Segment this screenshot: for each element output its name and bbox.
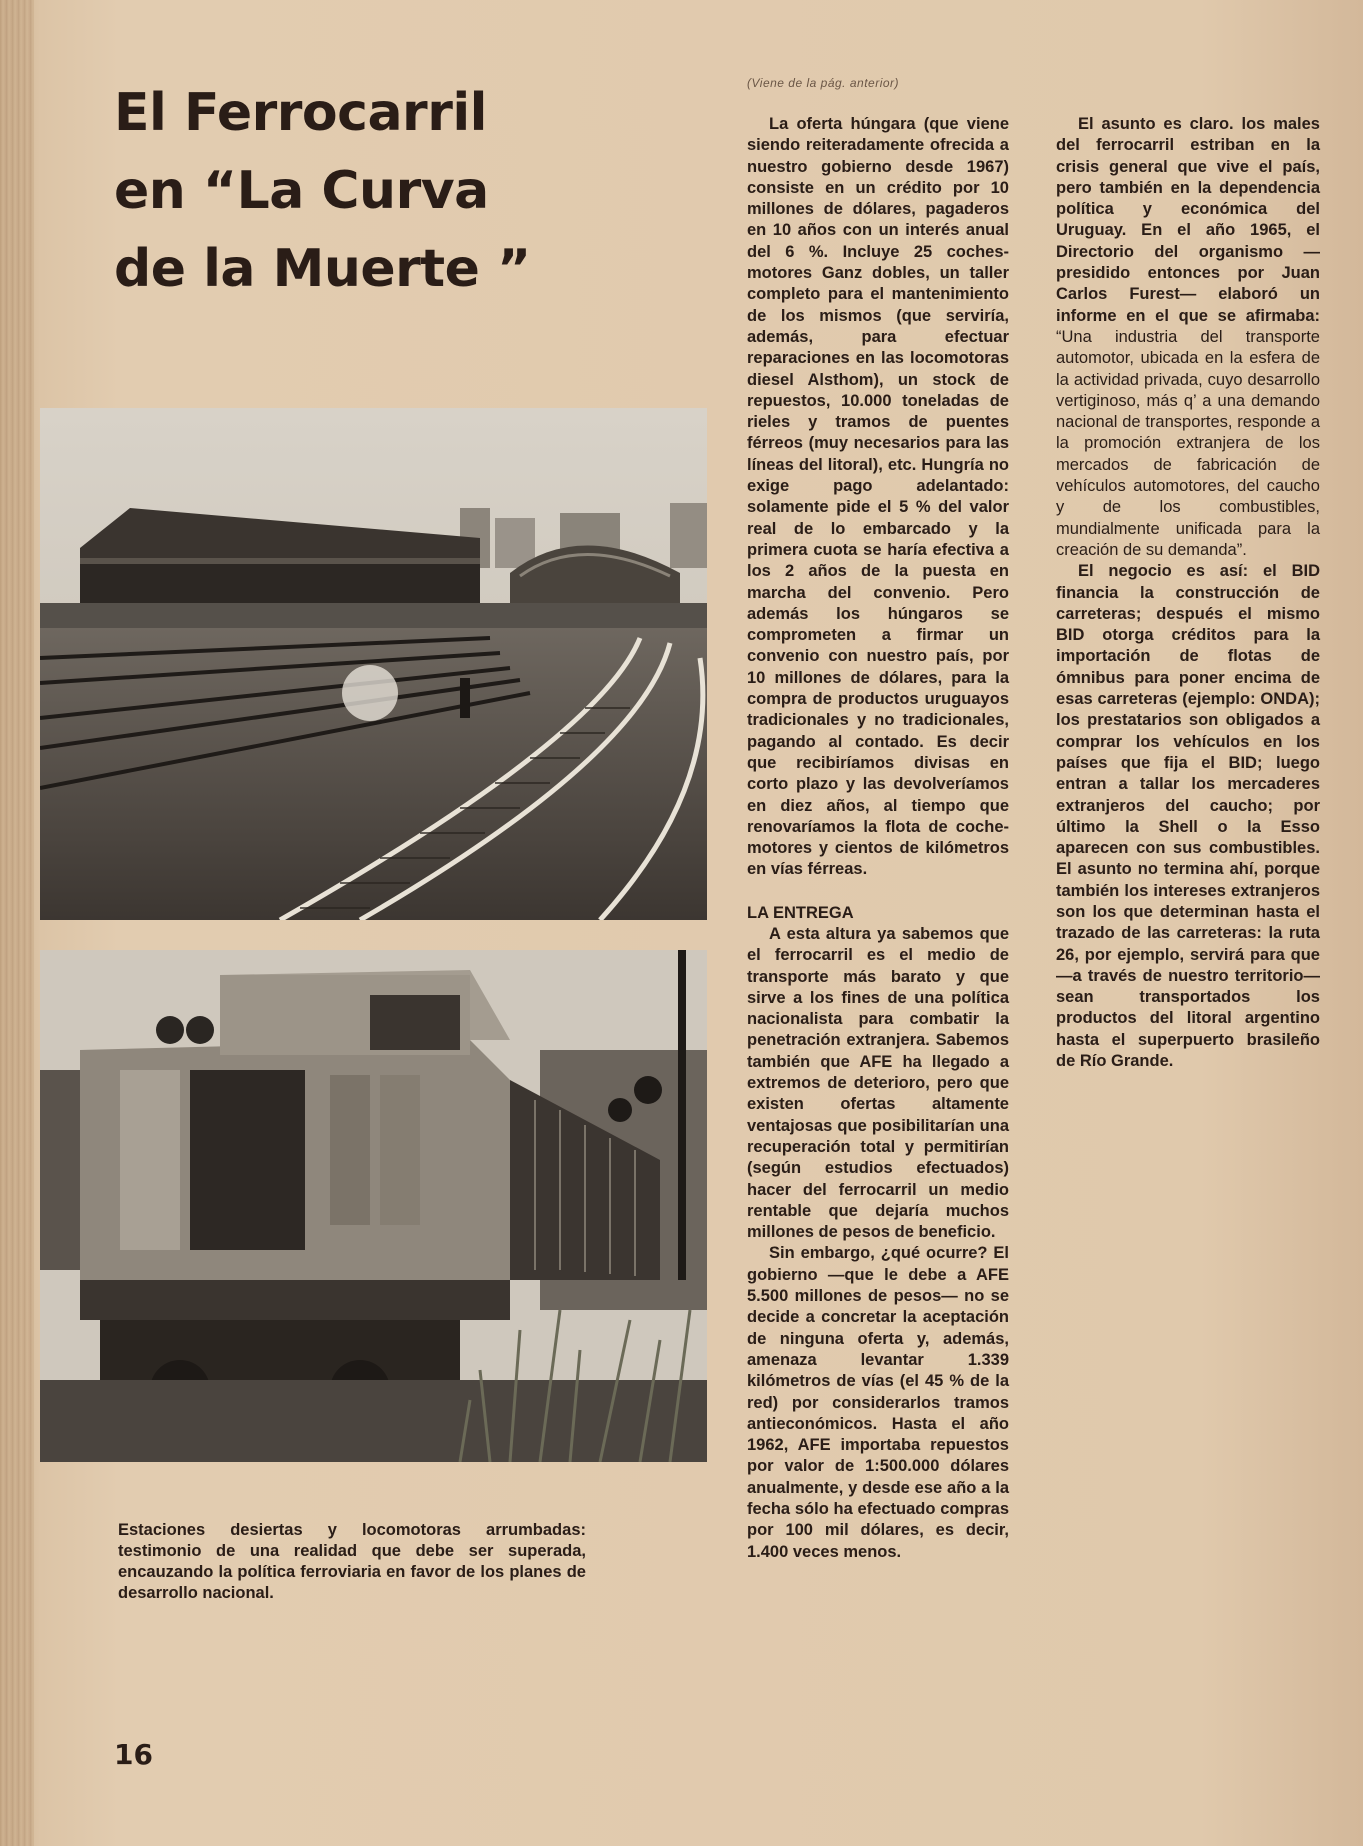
paragraph-hungarian-offer: La oferta húngara (que viene siendo reiteradamente ofrecida a nuestro gobierno desde 1967) consiste en un crédito por 10 millones de dólares, pagaderos en 10 años con un interés anual del 6 %. Incluye 25 coches-motores Ganz dobles, un taller completo para el mantenimiento de los mismos (que serviría, además, para efectuar reparaciones en las locomotoras diesel Alsthom), un stock de repuestos, 10.000 toneladas de rieles y tramos de puentes férreos (muy necesarios para las líneas del litoral), etc. Hungría no exige pago adelantado: solamente pide el 5 % del valor real de lo embarcado y la primera cuota se haría efectiva a los 2 años de la puesta en marcha del convenio. Pero además los húngaros se comprometen a firmar un convenio con nuestro país, por 10 millones de dólares, para la compra de productos uruguayos tradicionales y no tradicionales, pagando al contado. Es decir que recibiríamos divisas en corto plazo y las devolveríamos en diez años, al tiempo que renovaríamos la flota de coche-motores y cientos de kilómetros en vías férreas. — [747, 115, 1009, 879]
paragraph-railway-problems-intro: El asunto es claro. los males del ferrocarril estriban en la crisis general que vive el país, pero también en la dependencia política y económica del Uruguay. En el año 1965, el Directorio del organismo —presidido entonces por Juan Carlos Furest— elaboró un informe en el que se afirmaba: — [1056, 115, 1320, 325]
article-column-3 — [1056, 114, 1320, 1072]
page-number: 16 — [114, 1738, 153, 1771]
title-line-2: en “La Curva — [114, 161, 489, 221]
article-title — [114, 74, 584, 308]
paragraph-bid-business: El negocio es así: el BID financia la construcción de carreteras; después el mismo BID otorga créditos para la importación de flotas de ómnibus para poner encima de esas carreteras (ejemplo: ONDA); los prestatarios son obligados a comprar los vehículos en los países que fija el BID; luego entran a tallar los mercaderes extranjeros del caucho; por último la Shell o la Esso aparecen con sus combustibles. El asunto no termina ahí, porque también los intereses extranjeros son los que determinan hasta el trazado de las carreteras: la ruta 26, por ejemplo, servirá para que —a través de nuestro territorio— sean transportados los productos del litoral argentino hasta el superpuerto brasileño de Río Grande. — [1056, 562, 1320, 1071]
report-quote: “Una industria del transporte automotor, ubicada en la esfera de la actividad privada, cuyo desarrollo vertiginoso, más q’ a una demando nacional de transportes, responde a la promoción extranjera de los mercados de fabricación de vehículos automotores, del caucho y de los combustibles, mundialmente unificada para la creación de su demanda”. — [1056, 327, 1320, 559]
railway-station-photo — [40, 408, 707, 920]
section-heading: LA ENTREGA — [747, 903, 854, 922]
paragraph-government-debt: Sin embargo, ¿qué ocurre? El gobierno —que le debe a AFE 5.500 millones de pesos— no se decide a concretar la aceptación de ninguna oferta y, además, amenaza levantar 1.339 kilómetros de vías (el 45 % de la red) por considerarlos tramos antieconómicos. Hasta el año 1962, AFE importaba repuestos por valor de 1:500.000 dólares anualmente, y desde ese año a la fecha sólo ha efectuado compras por 100 mil dólares, es decir, 1.400 veces menos. — [747, 1244, 1009, 1561]
title-line-3: de la Muerte ” — [114, 239, 531, 299]
paragraph-railway-cheapest: A esta altura ya sabemos que el ferrocarril es el medio de transporte más barato y que sirve a los fines de una política nacionalista para combatir la penetración extranjera. Sabemos también que AFE ha llegado a extremos de deterioro, pero que existen ofertas altamente ventajosas que posibilitarían una recuperación total y permitirían (según estudios efectuados) hacer del ferrocarril un medio rentable que dejaría muchos millones de pesos de beneficio. — [747, 924, 1009, 1242]
paragraph-railway-problems — [1056, 114, 1320, 561]
article-column-2 — [747, 114, 1009, 1563]
continued-note: (Viene de la pág. anterior) — [747, 76, 900, 90]
locomotive-photo — [40, 950, 707, 1462]
title-line-1: El Ferrocarril — [114, 83, 487, 143]
binding-edge — [0, 0, 34, 1846]
photo-caption: Estaciones desiertas y locomotoras arrumbadas: testimonio de una realidad que debe ser superada, encauzando la política ferroviaria en favor de los planes de desarrollo nacional. — [118, 1521, 586, 1602]
